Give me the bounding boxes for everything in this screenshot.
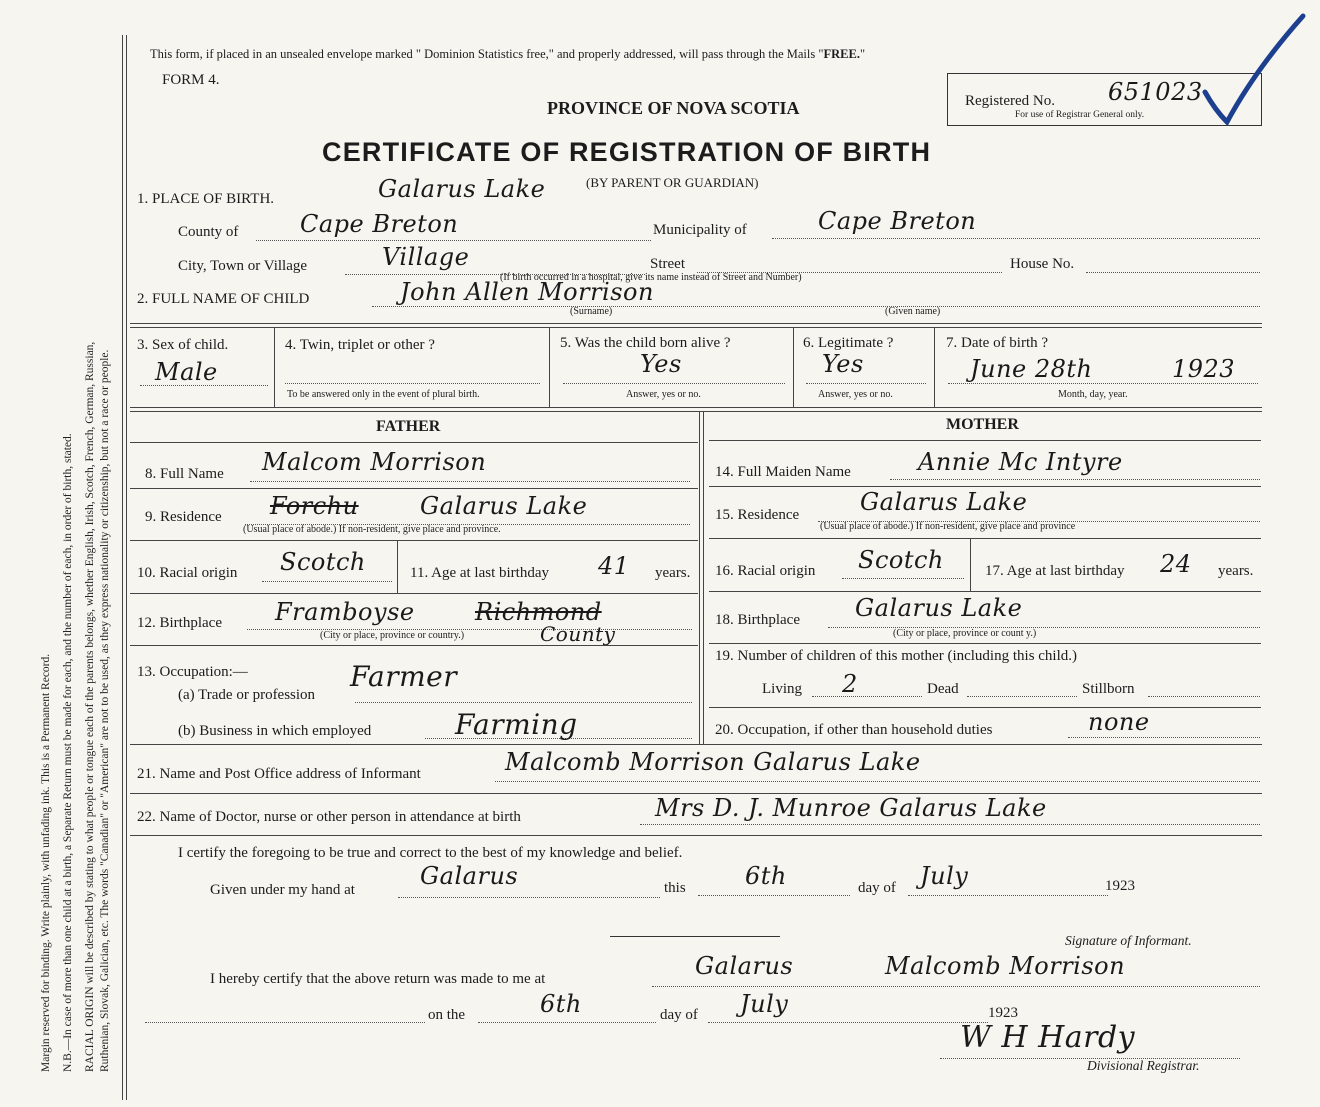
dob-value: June 28th xyxy=(970,355,1093,383)
child-name-value: John Allen Morrison xyxy=(400,278,654,306)
margin-rule-inner xyxy=(126,35,127,1100)
returned-month-value: July xyxy=(740,990,789,1018)
given-place-value: Galarus xyxy=(420,862,519,890)
page-subtitle: (BY PARENT OR GUARDIAN) xyxy=(586,175,759,190)
municipality-label: Municipality of xyxy=(653,222,747,238)
father-birthplace-county: County xyxy=(540,622,616,646)
sex-label: 3. Sex of child. xyxy=(137,337,229,353)
place-of-birth-value: Galarus Lake xyxy=(378,175,546,203)
registered-number: 651023 xyxy=(1108,78,1203,106)
city-value: Village xyxy=(382,243,470,271)
father-race-label: 10. Racial origin xyxy=(137,565,238,581)
dob-year: 1923 xyxy=(1172,355,1236,383)
county-label: County of xyxy=(178,224,239,240)
day-of-label-2: day of xyxy=(660,1007,698,1023)
given-year-value: 1923 xyxy=(1105,878,1135,894)
father-birthplace-note: (City or place, province or country.) xyxy=(320,630,465,641)
mother-occupation-value: none xyxy=(1088,708,1150,736)
doctor-label: 22. Name of Doctor, nurse or other person in attendance at birth xyxy=(137,809,521,825)
mother-race-label: 16. Racial origin xyxy=(715,563,816,579)
legitimate-value: Yes xyxy=(822,350,864,378)
mother-age-unit: years. xyxy=(1218,563,1254,579)
father-residence-struck: Forchu xyxy=(270,492,359,520)
father-race-value: Scotch xyxy=(280,548,366,576)
father-name-label: 8. Full Name xyxy=(145,466,224,482)
given-name-note: (Given name) xyxy=(885,306,941,317)
dob-label: 7. Date of birth ? xyxy=(946,335,1049,351)
stillborn-label: Stillborn xyxy=(1082,681,1135,697)
checkmark-icon xyxy=(1195,10,1315,130)
returned-label: I hereby certify that the above return was made to me at xyxy=(210,971,546,987)
province-heading: PROVINCE OF NOVA SCOTIA xyxy=(547,98,800,118)
mother-race-value: Scotch xyxy=(858,546,944,574)
legitimate-note: Answer, yes or no. xyxy=(818,389,893,400)
born-alive-note: Answer, yes or no. xyxy=(626,389,701,400)
returned-place-value: Galarus xyxy=(695,952,794,980)
dead-label: Dead xyxy=(927,681,959,697)
father-name-value: Malcom Morrison xyxy=(262,448,487,476)
father-residence-note: (Usual place of abode.) If non-resident, give place and province. xyxy=(243,524,501,535)
father-residence-value: Galarus Lake xyxy=(420,492,588,520)
day-of-label: day of xyxy=(858,880,896,896)
mother-birthplace-note: (City or place, province or count y.) xyxy=(893,628,1037,639)
hospital-note: (If birth occurred in a hospital, give its name instead of Street and Number) xyxy=(500,272,802,283)
sex-value: Male xyxy=(155,358,218,386)
mother-children-label: 19. Number of children of this mother (including this child.) xyxy=(715,648,1078,664)
father-birthplace-struck: Richmond xyxy=(475,598,602,626)
given-month-value: July xyxy=(920,862,969,890)
form-number: FORM 4. xyxy=(162,72,220,88)
dob-note: Month, day, year. xyxy=(1058,389,1128,400)
given-under-hand-label: Given under my hand at xyxy=(210,882,355,898)
informant-signature: Malcomb Morrison xyxy=(885,952,1126,980)
mother-residence-value: Galarus Lake xyxy=(860,488,1028,516)
house-number-label: House No. xyxy=(1010,256,1075,272)
registrar-signature: W H Hardy xyxy=(960,1020,1136,1055)
on-the-label: on the xyxy=(428,1007,466,1023)
this-label: this xyxy=(664,880,686,896)
mail-notice: This form, if placed in an unsealed envelope marked " Dominion Statistics free," and properly addressed, will pass through the Mails "FREE." xyxy=(150,47,866,61)
living-value: 2 xyxy=(842,670,858,698)
father-age-value: 41 xyxy=(598,552,630,580)
street-label: Street xyxy=(650,256,685,272)
margin-note-racial-origin: RACIAL ORIGIN will be described by stating to what people or tongue each of the parents belongs, whether English, Irish, Scotch, French, German, Russian, xyxy=(84,341,96,1072)
margin-rule xyxy=(122,35,123,1100)
mother-residence-note: (Usual place of abode.) If non-resident, give place and province xyxy=(820,521,1076,532)
page-title: CERTIFICATE OF REGISTRATION OF BIRTH xyxy=(322,137,932,167)
divisional-registrar-label: Divisional Registrar. xyxy=(1087,1058,1200,1073)
father-birthplace-value: Framboyse xyxy=(275,598,415,626)
margin-note-separate-return: N.B.—In case of more than one child at a birth, a Separate Return must be made for each, and the number of each, in order of birth, stated. xyxy=(62,433,74,1072)
mother-heading: MOTHER xyxy=(946,416,1019,433)
mother-name-value: Annie Mc Intyre xyxy=(918,448,1123,476)
city-label: City, Town or Village xyxy=(178,258,308,274)
municipality-value: Cape Breton xyxy=(818,207,977,235)
doctor-value: Mrs D. J. Munroe Galarus Lake xyxy=(655,794,1047,822)
certify-statement: I certify the foregoing to be true and correct to the best of my knowledge and belief. xyxy=(178,845,683,861)
father-residence-label: 9. Residence xyxy=(145,509,222,525)
mother-residence-label: 15. Residence xyxy=(715,507,800,523)
living-label: Living xyxy=(762,681,802,697)
twin-note: To be answered only in the event of plural birth. xyxy=(287,389,480,400)
county-value: Cape Breton xyxy=(300,210,459,238)
surname-note: (Surname) xyxy=(570,306,613,317)
mother-occupation-label: 20. Occupation, if other than household duties xyxy=(715,722,993,738)
father-business-label: (b) Business in which employed xyxy=(178,723,372,739)
father-age-unit: years. xyxy=(655,565,691,581)
registered-label: Registered No. xyxy=(965,93,1055,109)
child-name-label: 2. FULL NAME OF CHILD xyxy=(137,291,310,307)
registrar-use-note: For use of Registrar General only. xyxy=(1015,110,1145,120)
margin-note-nationality: Ruthenian, Slovak, Galician, etc. The words "Canadian" or "American" are not to be used, as they express nationality or citizenship, but not a race or people. xyxy=(99,349,111,1072)
informant-value: Malcomb Morrison Galarus Lake xyxy=(505,748,921,776)
signature-informant-label: Signature of Informant. xyxy=(1065,933,1192,948)
father-occupation-label: 13. Occupation:— xyxy=(137,664,248,680)
informant-label: 21. Name and Post Office address of Informant xyxy=(137,766,421,782)
mother-birthplace-value: Galarus Lake xyxy=(855,594,1023,622)
returned-year-value: 1923 xyxy=(988,1005,1018,1021)
father-birthplace-label: 12. Birthplace xyxy=(137,615,222,631)
father-heading: FATHER xyxy=(376,418,441,435)
mother-name-label: 14. Full Maiden Name xyxy=(715,464,851,480)
given-day-value: 6th xyxy=(745,862,787,890)
mother-age-value: 24 xyxy=(1160,550,1192,578)
father-business-value: Farming xyxy=(455,708,578,741)
father-age-label: 11. Age at last birthday xyxy=(410,565,549,581)
father-trade-label: (a) Trade or profession xyxy=(178,687,316,703)
mother-birthplace-label: 18. Birthplace xyxy=(715,612,800,628)
returned-day-value: 6th xyxy=(540,990,582,1018)
binding-margin xyxy=(0,0,125,1107)
place-of-birth-label: 1. PLACE OF BIRTH. xyxy=(137,191,275,207)
legitimate-label: 6. Legitimate ? xyxy=(803,335,894,351)
father-trade-value: Farmer xyxy=(350,660,458,693)
twin-label: 4. Twin, triplet or other ? xyxy=(285,337,435,353)
mother-age-label: 17. Age at last birthday xyxy=(985,563,1125,579)
margin-note-binding: Margin reserved for binding. Write plainly, with unfading ink. This is a Permanent Record. xyxy=(40,653,52,1072)
born-alive-label: 5. Was the child born alive ? xyxy=(560,335,731,351)
born-alive-value: Yes xyxy=(640,350,682,378)
